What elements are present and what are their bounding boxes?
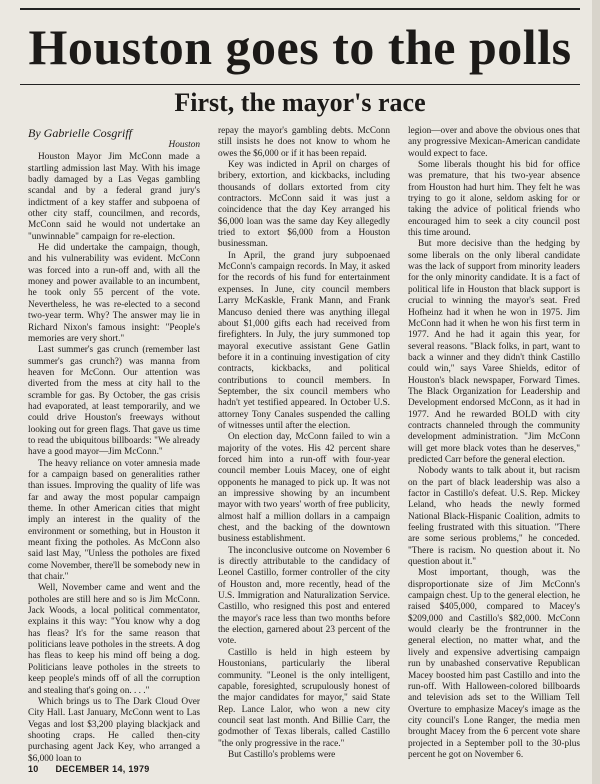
paragraph: On election day, McConn failed to win a majority of the votes. His 42 percent share forced him into a run-off with four-year council member Louis Macey, one of eight opponents he managed to pick up. It was not an impressive showing by an incumbent mayor with two years' worth of free publicity, almost half a million dollars in a campaign chest, and the backing of the downtown business establishment.	[218, 432, 390, 545]
paragraph: But Castillo's problems were	[228, 749, 336, 760]
page-number: 10	[28, 764, 39, 774]
paragraph: Nobody wants to talk about it, but racism on the part of black leadership was also a factor in Castillo's defeat. U.S. Rep. Mickey Leland, who heads the newly formed National Black-Hispanic Coalition, admits to feeling frustrated with this situation. "There are some serious problems," he conceded. "There is racism. No question about it. No question about it."	[408, 466, 580, 568]
paragraph: Castillo is held in high esteem by Houstonians, particularly the liberal community. "Leonel is the only intelligent, capable, foresighted, scrupulously honest of the major candidates for mayor," said State Rep. Lance Lalor, who won a new city council seat last month. And Billie Carr, the godmother of Texas liberals, called Castillo "the only progressive in the race."	[218, 647, 390, 749]
page-edge	[592, 0, 600, 784]
dateline: Houston	[168, 140, 200, 150]
page-footer	[28, 764, 164, 774]
headline: Houston goes to the polls	[28, 19, 572, 75]
paragraph: Well, November came and went and the potholes are still here and so is Jim McConn. Jack Woods, a local political commentator, explains it this way: "You know why a dog has fleas? It's for the same reason that politicians leave potholes in the streets. A dog has fleas to keep his mind off being a dog. Politicians leave potholes in the streets to keep people's minds off of all the corruption and stealing that's going on. . . ."	[28, 583, 200, 696]
paragraph: Last summer's gas crunch (remember last summer's gas crunch?) was manna from heaven for McConn. Our attention was diverted from the mess at city hall to the scramble for gas. By October, the gas crisis had evaporated, at least temporarily, and we could drive Houston's freeways without looking out for green flags. That gave us time to read the ubiquitous billboards: "We already have a good mayor—Jim McConn."	[28, 345, 200, 458]
paragraph: Which brings us to The Dark Cloud Over City Hall. Last January, McConn went to Las Vegas and lost $3,200 playing blackjack and shooting craps. He called then-city purchasing agent Jack Key, who arranged a $6,000 loan to	[28, 696, 200, 764]
column-3	[408, 126, 580, 760]
paragraph: Key was indicted in April on charges of bribery, extortion, and kickbacks, including thousands of dollars extorted from city contractors. McConn said it was just a coincidence that the day Key arranged his $6,000 loan was the same day Key allegedly tried to extort $6,000 from a Houston businessman.	[218, 160, 390, 250]
paragraph: Some liberals thought his bid for office was premature, that his two-year absence from Houston had hurt him. They felt he was trying to go it alone, seldom asking for or taking the advice of political friends who encouraged him to seek a city council post this time around.	[408, 160, 580, 239]
column-2	[218, 126, 390, 760]
paragraph: The inconclusive outcome on November 6 is directly attributable to the candidacy of Leonel Castillo, former controller of the city of Houston and, more recently, head of the U.S. Immigration and Naturalization Service. Castillo, who resigned this post and entered the mayor's race less than two months before the election, garnered about 23 percent of the vote.	[218, 545, 390, 647]
paragraph: Houston Mayor Jim McConn made a startling admission last May. With his image badly damaged by a Las Vegas gambling scandal and by a federal grand jury's indictment of a key staffer and subpoena of other city staff, councilmen, and records, McConn said he would not undertake an "unwinnable" campaign for re-election.	[28, 152, 200, 242]
issue-date: DECEMBER 14, 1979	[55, 764, 150, 774]
paragraph: Most important, though, was the disproportionate size of Jim McConn's campaign chest. Up to the general election, he raised $405,000, compared to Macey's $209,000 and Castillo's $82,000. McConn would clearly be the frontrunner in the general election, no matter what, and the lively and expensive advertising campaign run by unabashed conservative Republican Macey boosted him past Castillo and into the run-off. With Halloween-colored billboards and television ads set to the William Tell Overture to emphasize Macey's image as the city council's Lone Ranger, the media men brought Macey from the 6 percent vote share projected in a September poll to the 30-plus percent he got on November 6.	[408, 568, 580, 760]
paragraph: legion—over and above the obvious ones that any progressive Mexican-American candidate would expect to face.	[408, 126, 580, 159]
paragraph: In April, the grand jury subpoenaed McConn's campaign records. In May, it asked for the records of his fund for entertainment expenses. In June, city council members Larry McKaskle, Frank Mann, and Frank Mancuso denied there was anything illegal about $1,000 gifts each had received from firefighters. In July, the jury summoned top mayoral executive assistant Gene Gatlin before it in a continuing investigation of city contracts, kickbacks, and political contributions to council members. In September, the six council members who hadn't yet testified appeared. In October U.S. attorney Tony Canales suspended the calling of witnesses until after the election.	[218, 250, 390, 431]
paragraph: repay the mayor's gambling debts. McConn still insists he does not know to whom he owes the $6,000 or if it has been repaid.	[218, 126, 390, 159]
headline-box	[20, 8, 580, 85]
subhead: First, the mayor's race	[174, 88, 426, 117]
byline: By Gabrielle Cosgriff	[28, 126, 132, 140]
column-1	[28, 126, 200, 764]
paragraph: But more decisive than the hedging by some liberals on the only liberal candidate was the lack of support from minority leaders for the only minority candidate. It is a fact of political life in Houston that black support is crucial to winning the mayor's seat. Fred Hofheinz had it when he won in 1975. Jim McConn had it when he won his first term in 1977. And he had it again this year, for several reasons. "Black folks, in part, want to back a winner and they didn't think Castillo could win," says Varee Shields, editor of Houston's black newspaper, Forward Times. The Black Organization for Leadership and Development endorsed McConn, as it had in 1977. And he rewarded BOLD with city contracts channeled through the community development administration. "Jim McConn will get more black votes than he deserves," predicted Carr before the general election.	[408, 239, 580, 465]
paragraph: The heavy reliance on voter amnesia made for a campaign based on generalities rather than issues. Improving the quality of life was far and away the most popular campaign theme. In other American cities that might imply an interest in the quality of the environment or something, but in Houston it meant fixing the potholes. As McConn also said last May, "Unless the potholes are fixed come November, there'll be somebody new in that chair."	[28, 458, 200, 583]
paragraph: He did undertake the campaign, though, and his vulnerability was evident. McConn was forced into a run-off and, with all the money and power available to an incumbent, he took only 55 percent of the vote. Nevertheless, he was re-elected to a second two-year term. Why? The answer may lie in Richard Nixon's famous insight: "People's memories are very short."	[28, 243, 200, 344]
article-body	[28, 126, 580, 764]
